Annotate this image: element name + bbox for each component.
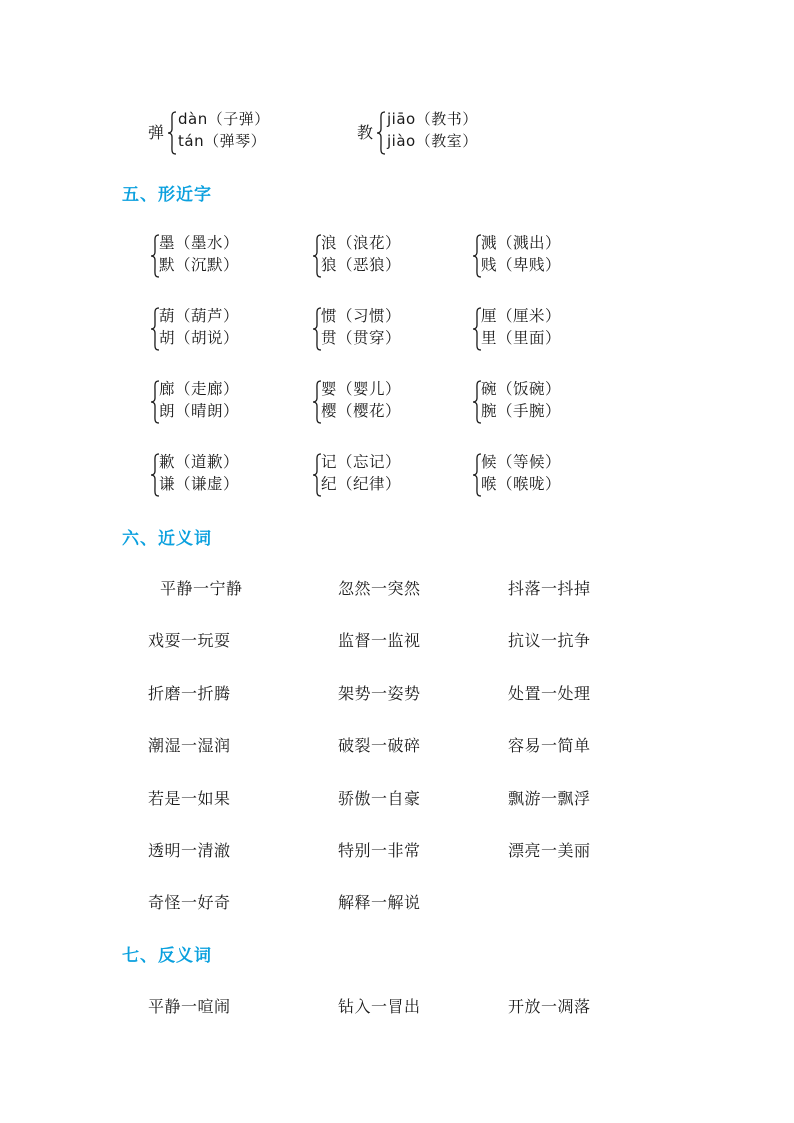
section-heading-antonyms: 七、反义词	[122, 946, 212, 966]
antonym-pair: 钻入一冒出	[338, 997, 421, 1016]
antonym-pair: 开放一凋落	[508, 997, 591, 1016]
polyphone-reading: dàn（子弹）	[178, 110, 270, 128]
similar-char-entry: 浪（浪花）	[321, 234, 402, 252]
synonym-pair: 平静一宁静	[160, 579, 243, 598]
similar-char-entry: 腕（手腕）	[481, 402, 562, 420]
similar-char-entry: 婴（婴儿）	[321, 380, 402, 398]
similar-char-entry: 纪（纪律）	[321, 475, 402, 493]
similar-char-entry: 廊（走廊）	[159, 380, 240, 398]
similar-char-entry: 默（沉默）	[159, 256, 240, 274]
section-heading-synonyms: 六、近义词	[122, 529, 212, 549]
similar-char-entry: 候（等候）	[481, 453, 562, 471]
synonym-pair: 透明一清澈	[148, 841, 231, 860]
synonym-pair: 潮湿一湿润	[148, 736, 231, 755]
similar-char-entry: 胡（胡说）	[159, 329, 240, 347]
synonym-pair: 若是一如果	[148, 789, 231, 808]
similar-char-entry: 朗（晴朗）	[159, 402, 240, 420]
synonym-pair: 抖落一抖掉	[508, 579, 591, 598]
similar-char-entry: 谦（谦虚）	[159, 475, 240, 493]
similar-char-entry: 碗（饭碗）	[481, 380, 562, 398]
synonym-pair: 监督一监视	[338, 631, 421, 650]
brace-icon	[167, 110, 177, 160]
similar-char-entry: 喉（喉咙）	[481, 475, 562, 493]
synonym-pair: 破裂一破碎	[338, 736, 421, 755]
similar-char-entry: 里（里面）	[481, 329, 562, 347]
brace-icon	[376, 110, 386, 160]
similar-char-entry: 墨（墨水）	[159, 234, 240, 252]
polyphone-reading: tán（弹琴）	[178, 132, 267, 150]
similar-char-entry: 溅（溅出）	[481, 234, 562, 252]
synonym-pair: 抗议一抗争	[508, 631, 591, 650]
similar-char-entry: 歉（道歉）	[159, 453, 240, 471]
section-heading-similar-chars: 五、形近字	[122, 185, 212, 205]
synonym-pair: 飘游一飘浮	[508, 789, 591, 808]
synonym-pair: 特别一非常	[338, 841, 421, 860]
polyphone-char: 教	[357, 123, 374, 142]
synonym-pair: 奇怪一好奇	[148, 893, 231, 912]
similar-char-entry: 贯（贯穿）	[321, 329, 402, 347]
similar-char-entry: 贱（卑贱）	[481, 256, 562, 274]
synonym-pair: 解释一解说	[338, 893, 421, 912]
synonym-pair: 处置一处理	[508, 684, 591, 703]
similar-char-entry: 葫（葫芦）	[159, 307, 240, 325]
synonym-pair: 架势一姿势	[338, 684, 421, 703]
synonym-pair: 容易一简单	[508, 736, 591, 755]
polyphone-reading: jiāo（教书）	[387, 110, 478, 128]
synonym-pair: 骄傲一自豪	[338, 789, 421, 808]
synonym-pair: 漂亮一美丽	[508, 841, 591, 860]
synonym-pair: 忽然一突然	[338, 579, 421, 598]
similar-char-entry: 记（忘记）	[321, 453, 402, 471]
similar-char-entry: 樱（樱花）	[321, 402, 402, 420]
synonym-pair: 折磨一折腾	[148, 684, 231, 703]
similar-char-entry: 厘（厘米）	[481, 307, 562, 325]
polyphone-char: 弹	[148, 123, 165, 142]
antonym-pair: 平静一喧闹	[148, 997, 231, 1016]
similar-char-entry: 狼（恶狼）	[321, 256, 402, 274]
polyphone-reading: jiào（教室）	[387, 132, 478, 150]
similar-char-entry: 惯（习惯）	[321, 307, 402, 325]
synonym-pair: 戏耍一玩耍	[148, 631, 231, 650]
